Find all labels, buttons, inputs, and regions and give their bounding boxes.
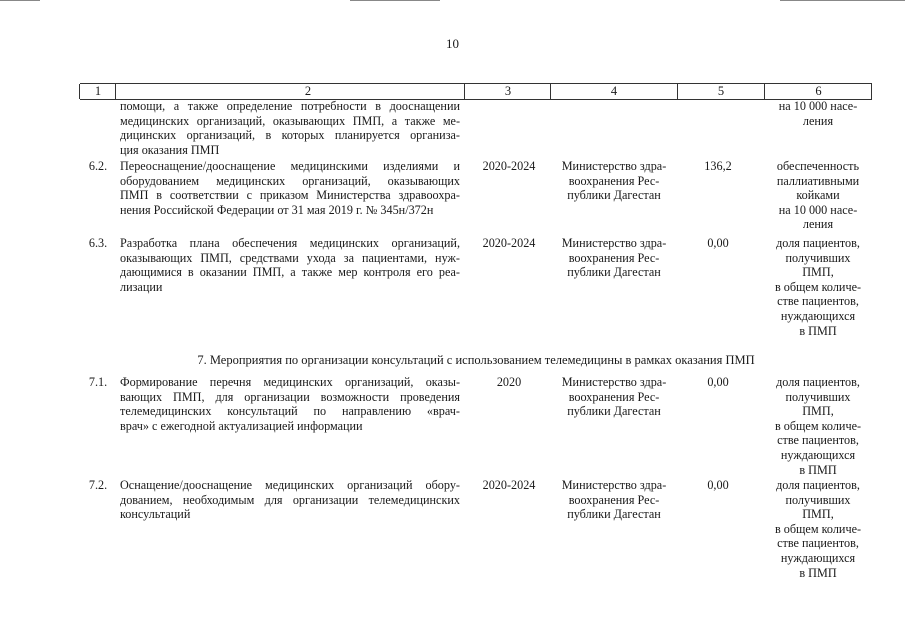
- desc-line: медицинских организаций, оказывающих ПМП, а также ме-: [120, 113, 460, 128]
- indicator-line: стве пациентов,: [777, 433, 859, 448]
- indicator-line: стве пациентов,: [777, 536, 859, 551]
- scan-edge-mid: [350, 0, 440, 1]
- row-description: [120, 478, 460, 522]
- continued-indicator: [764, 99, 872, 128]
- executor-line: публики Дагестан: [567, 404, 661, 419]
- desc-line: ция оказания ПМП: [120, 142, 220, 157]
- indicator-line: ПМП,: [802, 265, 834, 280]
- scan-edge-left: [0, 0, 40, 1]
- desc-line: дающимися в оказании ПМП, а также мер контроля его реа-: [120, 265, 460, 280]
- indicator-line: ПМП,: [802, 404, 834, 419]
- indicator-line: получивших: [785, 492, 851, 507]
- desc-line: нения Российской Федерации от 31 мая 2019 г. № 345н/372н: [120, 202, 434, 217]
- indicator-line: доля пациентов,: [776, 478, 860, 492]
- indicator-line: в общем количе-: [774, 279, 862, 294]
- executor-line: воохранения Рес-: [568, 492, 660, 507]
- executor-line: воохранения Рес-: [568, 173, 660, 188]
- row-indicator: [764, 375, 872, 477]
- executor-line: воохранения Рес-: [568, 250, 660, 265]
- row-period: 2020-2024: [482, 236, 536, 250]
- row-description: [120, 159, 460, 217]
- indicator-line: на 10 000 насе-: [778, 202, 858, 217]
- desc-line: телемедицинских консультаций по направлению «врач-: [120, 404, 460, 419]
- desc-line: врач» с ежегодной актуализацией информации: [120, 418, 363, 433]
- indicator-line: стве пациентов,: [777, 294, 859, 309]
- indicator-line: нуждающихся: [780, 308, 856, 323]
- row-period: 2020: [496, 375, 522, 389]
- desc-line: Формирование перечня медицинских организаций, оказы-: [120, 375, 460, 389]
- indicator-line: нуждающихся: [780, 447, 856, 462]
- executor-line: Министерство здра-: [561, 375, 667, 389]
- indicator-line: на 10 000 насе-: [778, 99, 858, 113]
- continued-description: [120, 99, 460, 157]
- row-description: [120, 375, 460, 433]
- row-value: 0,00: [707, 236, 729, 250]
- indicator-line: паллиативными: [776, 173, 860, 188]
- row-executor: [552, 375, 676, 419]
- header-col-6: 6: [815, 84, 822, 98]
- table-header-row: [80, 83, 872, 100]
- row-period: 2020-2024: [482, 159, 536, 173]
- section-title: 7. Мероприятия по организации консультаций с использованием телемедицины в рамках оказания ПМП: [197, 353, 755, 367]
- row-number: 7.2.: [88, 478, 108, 492]
- indicator-line: получивших: [785, 389, 851, 404]
- indicator-line: койками: [796, 188, 840, 203]
- header-col-5: 5: [717, 84, 725, 98]
- row-indicator: [764, 159, 872, 232]
- indicator-line: ПМП,: [802, 507, 834, 522]
- row-indicator: [764, 236, 872, 338]
- header-col-3: 3: [504, 84, 512, 98]
- row-number: 7.1.: [88, 375, 108, 389]
- row-period: 2020-2024: [482, 478, 536, 492]
- row-value: 136,2: [704, 159, 732, 173]
- indicator-line: в ПМП: [799, 565, 837, 580]
- indicator-line: нуждающихся: [780, 550, 856, 565]
- executor-line: публики Дагестан: [567, 188, 661, 203]
- indicator-line: в ПМП: [799, 462, 837, 477]
- scan-edge-right: [780, 0, 905, 1]
- row-value: 0,00: [707, 375, 729, 389]
- desc-line: Оснащение/дооснащение медицинских организаций обору-: [120, 478, 460, 492]
- indicator-line: получивших: [785, 250, 851, 265]
- indicator-line: ления: [802, 113, 834, 128]
- desc-line: ПМП в соответствии с приказом Министерства здравоохра-: [120, 188, 460, 203]
- header-col-4: 4: [610, 84, 618, 98]
- executor-line: Министерство здра-: [561, 236, 667, 250]
- row-executor: [552, 159, 676, 203]
- indicator-line: в общем количе-: [774, 521, 862, 536]
- executor-line: публики Дагестан: [567, 507, 661, 522]
- desc-line: оказывающих ПМП, средствами ухода за пациентами, нуж-: [120, 250, 460, 265]
- desc-line: оборудованием медицинских организаций, оказывающих: [120, 173, 460, 188]
- indicator-line: в общем количе-: [774, 418, 862, 433]
- indicator-line: доля пациентов,: [776, 375, 860, 389]
- row-indicator: [764, 478, 872, 580]
- desc-line: дованием, необходимым для организации телемедицинских: [120, 492, 460, 507]
- row-number: 6.3.: [88, 236, 108, 250]
- desc-line: лизации: [120, 279, 163, 294]
- indicator-line: обеспеченность: [776, 159, 860, 173]
- desc-line: вающих ПМП, для организации возможности проведения: [120, 389, 460, 404]
- executor-line: Министерство здра-: [561, 478, 667, 492]
- row-executor: [552, 236, 676, 280]
- header-col-1: 1: [94, 84, 102, 98]
- page-number: 10: [446, 36, 459, 51]
- row-executor: [552, 478, 676, 522]
- desc-line: Переоснащение/дооснащение медицинскими изделиями и: [120, 159, 460, 173]
- row-number: 6.2.: [88, 159, 108, 173]
- header-col-2: 2: [304, 84, 312, 98]
- indicator-line: ления: [802, 217, 834, 232]
- row-description: [120, 236, 460, 294]
- indicator-line: в ПМП: [799, 323, 837, 338]
- desc-line: консультаций: [120, 507, 191, 522]
- indicator-line: доля пациентов,: [776, 236, 860, 250]
- desc-line: помощи, а также определение потребности в дооснащении: [120, 99, 460, 113]
- executor-line: воохранения Рес-: [568, 389, 660, 404]
- header-divider: [871, 84, 872, 99]
- executor-line: Министерство здра-: [561, 159, 667, 173]
- row-value: 0,00: [707, 478, 729, 492]
- executor-line: публики Дагестан: [567, 265, 661, 280]
- desc-line: дицинских организаций, в которых планируется организа-: [120, 128, 460, 143]
- desc-line: Разработка плана обеспечения медицинских организаций,: [120, 236, 460, 250]
